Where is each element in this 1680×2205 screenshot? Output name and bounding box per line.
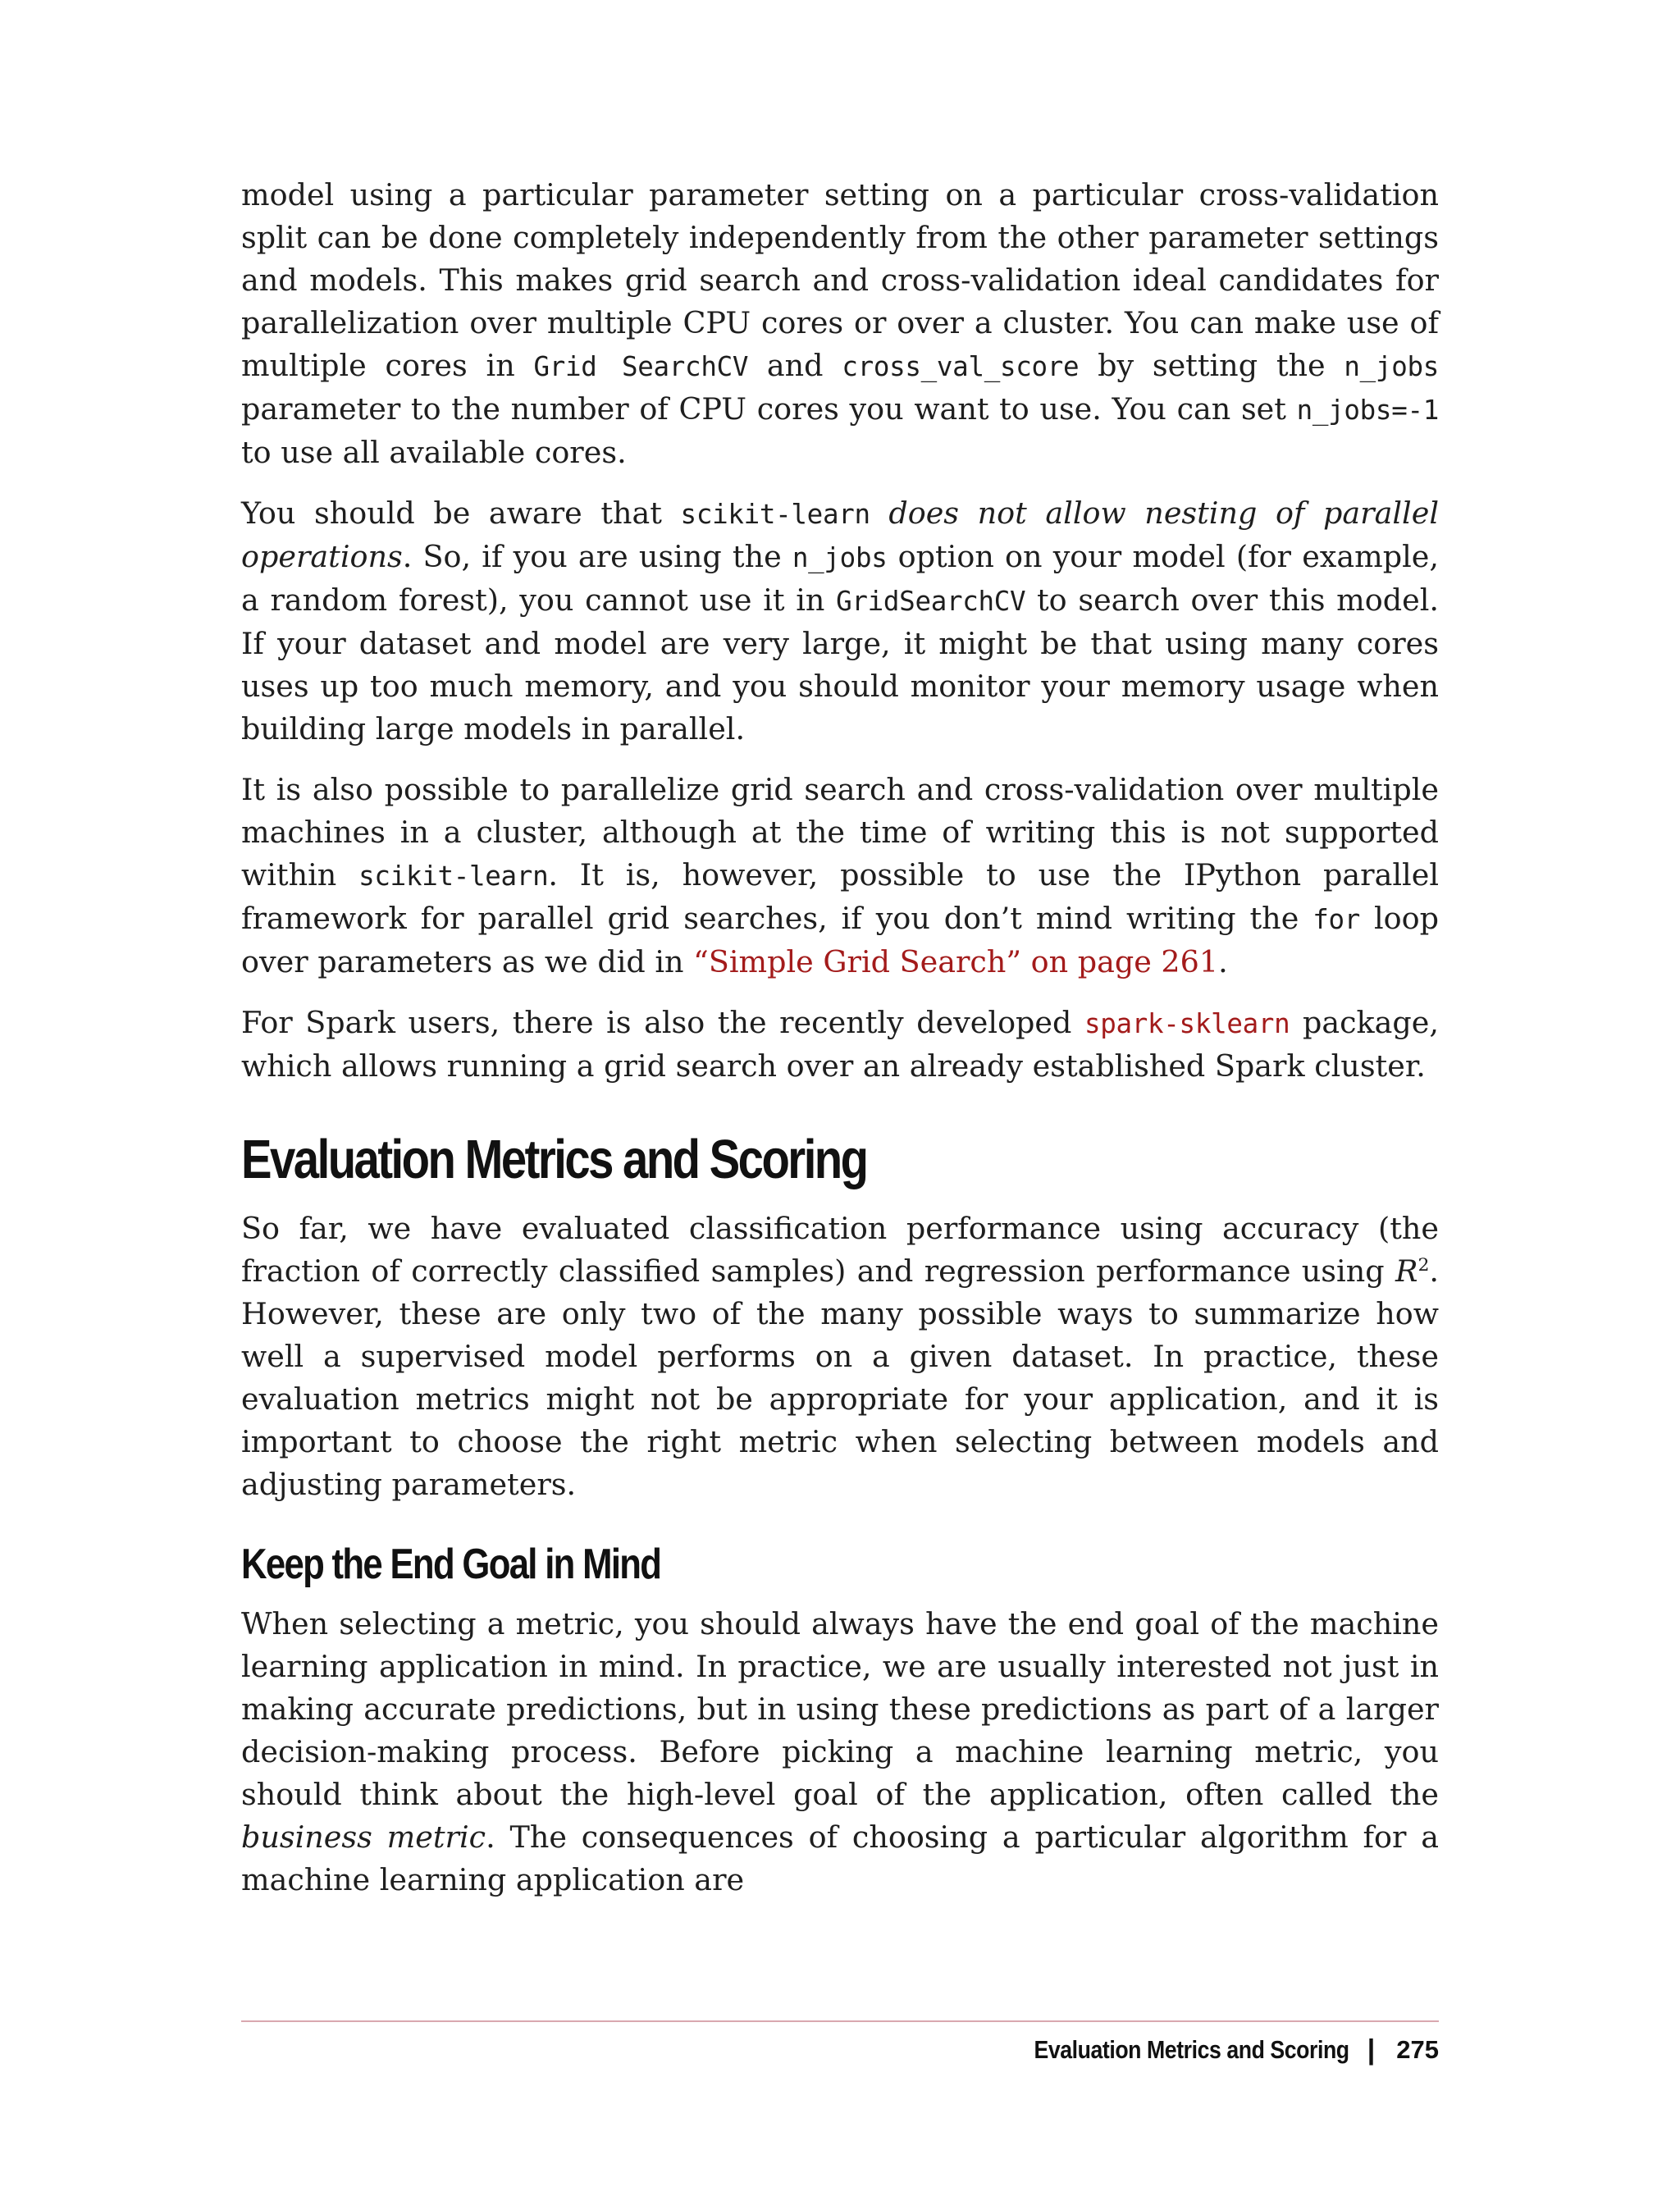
text-run: by setting the xyxy=(1079,348,1344,383)
text-run: . So, if you are using the xyxy=(402,539,792,574)
text-run: model using a particular parameter setting on a particular cross-validation split can be done completely independently from the other parameter settings and models. This makes grid search and cross-validation ideal candidates for parallelization over multiple CPU cores or over a cluster. You can make use of multiple cores in xyxy=(241,177,1439,383)
emphasis-business-metric: business metric xyxy=(241,1819,486,1855)
text-run: to search over this model. If your dataset and model are very large, it might be that using many cores uses up too much memory, and you should monitor your memory usage when building large models in parallel. xyxy=(241,582,1439,746)
footer-title: Evaluation Metrics and Scoring xyxy=(1034,2035,1349,2064)
text-run: When selecting a metric, you should always have the end goal of the machine learning application in mind. In practice, we are usually interested not just in making accurate predictions, but in using these predictions as part of a larger decision-making process. Before picking a machine learning metric, you should think about the high-level goal of the application, often called the xyxy=(241,1606,1439,1812)
text-run: parameter to the number of CPU cores you want to use. You can set xyxy=(241,391,1297,427)
code-n-jobs: n_jobs xyxy=(792,542,888,573)
superscript-two: 2 xyxy=(1418,1254,1430,1276)
text-run: So far, we have evaluated classification performance using accuracy (the fraction of correctly classified samples) and regression performance using xyxy=(241,1211,1439,1289)
code-scikit-learn: scikit-learn xyxy=(358,861,549,892)
paragraph-end-goal xyxy=(241,1603,1439,1901)
code-spark-sklearn-link[interactable]: spark-sklearn xyxy=(1084,1008,1290,1039)
section-heading: Evaluation Metrics and Scoring xyxy=(241,1129,867,1190)
paragraph-parallel-cores xyxy=(241,174,1439,474)
footer-separator: | xyxy=(1367,2034,1376,2066)
text-run: loop over parameters as we did in xyxy=(241,901,1440,979)
code-for: for xyxy=(1312,904,1361,935)
text-run: For Spark users, there is also the recently developed xyxy=(241,1005,1084,1040)
text-run: package, which allows running a grid search over an already established Spark cluster. xyxy=(241,1005,1439,1084)
code-n-jobs: n_jobs xyxy=(1344,351,1439,382)
paragraph-nesting-warning xyxy=(241,492,1439,751)
text-run: It is also possible to parallelize grid search and cross-validation over multiple machines in a cluster, although at the time of writing this is not supported within xyxy=(241,772,1439,892)
text-run: . xyxy=(1218,944,1228,979)
text-run: . The consequences of choosing a particular algorithm for a machine learning application are xyxy=(241,1819,1439,1897)
page-number: 275 xyxy=(1396,2035,1439,2064)
emphasis-text: does not allow nesting of parallel operations xyxy=(241,495,1439,574)
text-run: . However, these are only two of the many possible ways to summarize how well a supervised model performs on a given dataset. In practice, these evaluation metrics might not be appropriate for your application, and it is important to choose the right metric when selecting between models and adjusting parameters. xyxy=(241,1253,1439,1502)
text-run: You should be aware that xyxy=(241,495,681,531)
page-content xyxy=(241,174,1439,1920)
code-n-jobs-minus-one: n_jobs=-1 xyxy=(1296,395,1439,426)
footer-rule xyxy=(241,2020,1439,2022)
cross-reference-link[interactable]: “Simple Grid Search” on page 261 xyxy=(693,944,1219,979)
code-cross-val-score: cross_val_score xyxy=(842,351,1080,382)
text-run: to use all available cores. xyxy=(241,435,627,470)
code-gridsearchcv: Grid SearchCV xyxy=(533,351,749,382)
subsection-heading: Keep the End Goal in Mind xyxy=(241,1541,661,1588)
code-scikit-learn: scikit-learn xyxy=(680,499,870,530)
text-run: option on your model (for example, a random forest), you cannot use it in xyxy=(241,539,1439,618)
paragraph-spark xyxy=(241,1002,1439,1088)
text-run: and xyxy=(748,348,842,383)
paragraph-cluster xyxy=(241,769,1439,984)
text-run: . It is, however, possible to use the IPython parallel framework for parallel grid searches, if you don’t mind writing the xyxy=(241,857,1439,936)
text-run xyxy=(870,495,889,531)
page-footer xyxy=(983,2029,1439,2070)
paragraph-metrics-intro xyxy=(241,1208,1439,1506)
r-squared-symbol: R xyxy=(1395,1253,1418,1289)
code-gridsearchcv: GridSearchCV xyxy=(836,586,1026,617)
